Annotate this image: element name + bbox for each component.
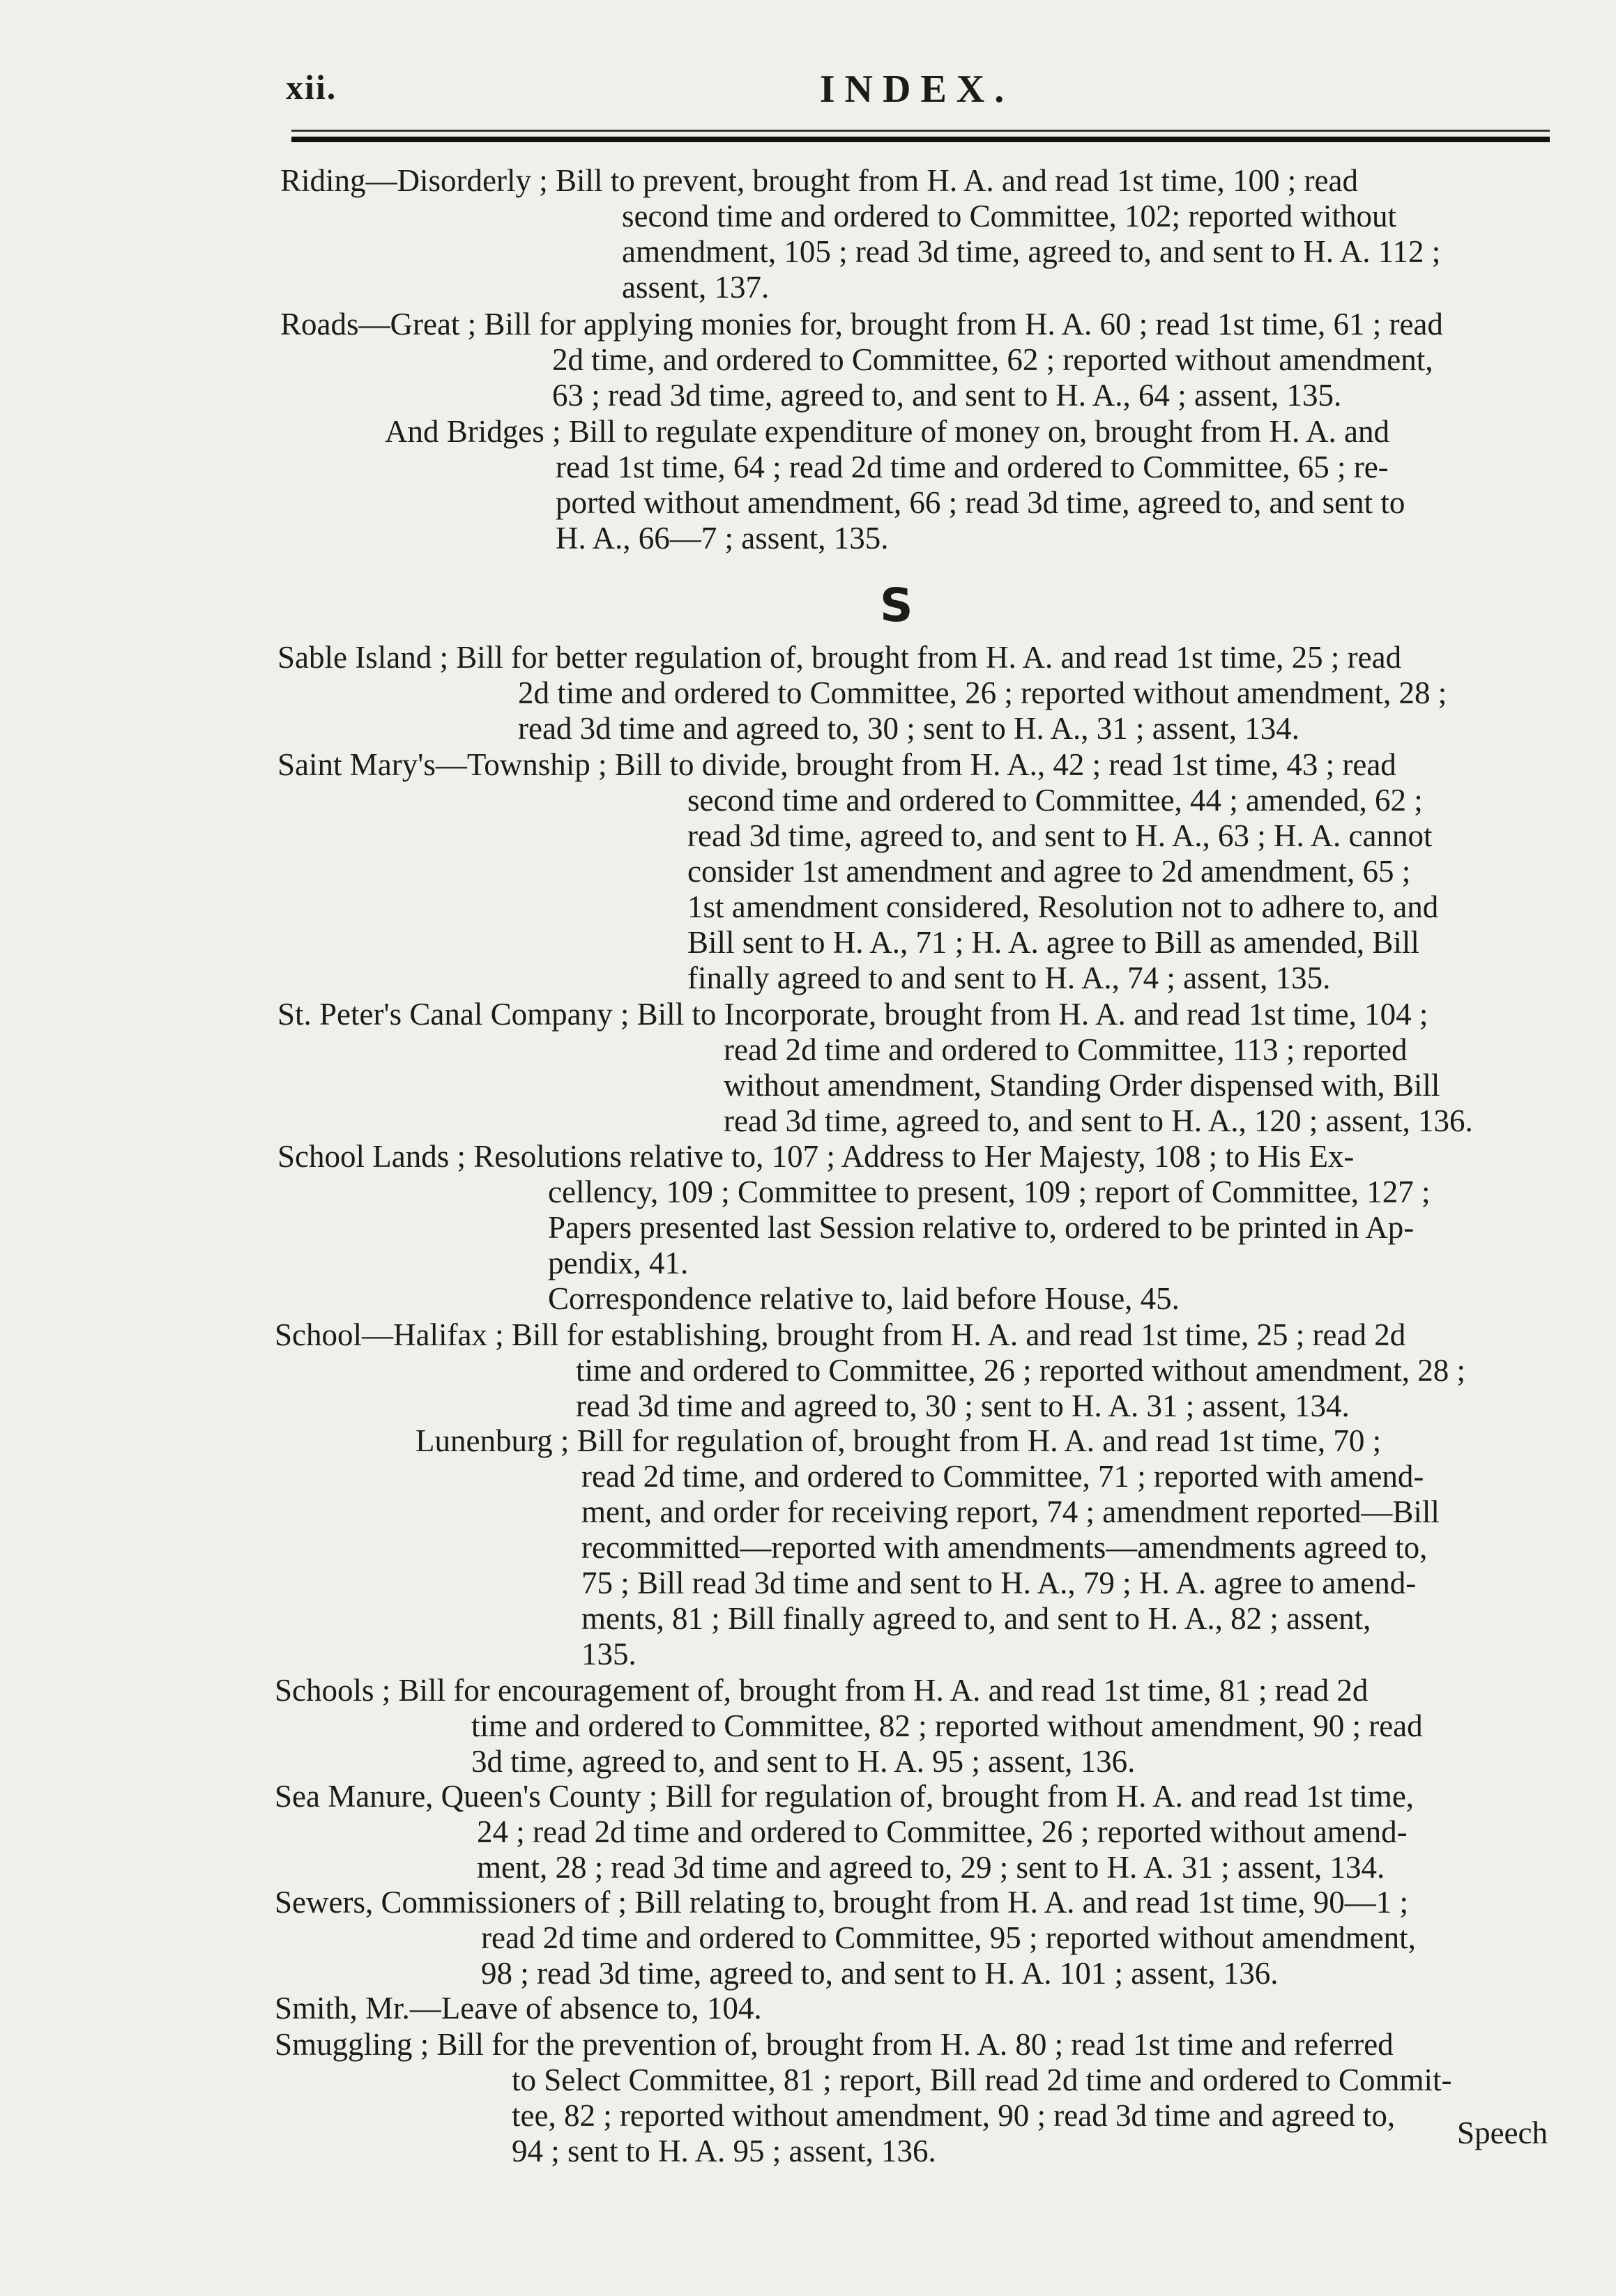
index-entry-saint-marys xyxy=(277,747,1550,996)
entry-line: Smuggling ; Bill for the prevention of, brought from H. A. 80 ; read 1st time and referred xyxy=(275,2027,1394,2062)
index-entry-riding xyxy=(280,163,1550,305)
entry-line: H. A., 66—7 ; assent, 135. xyxy=(556,521,889,556)
entry-line: ments, 81 ; Bill finally agreed to, and sent to H. A., 82 ; assent, xyxy=(581,1601,1371,1636)
section-letter: S xyxy=(880,579,913,632)
entry-line: second time and ordered to Committee, 102; reported without xyxy=(622,199,1396,234)
entry-line: 98 ; read 3d time, agreed to, and sent to H. A. 101 ; assent, 136. xyxy=(481,1956,1279,1991)
entry-line: 94 ; sent to H. A. 95 ; assent, 136. xyxy=(512,2134,936,2168)
entry-line: ment, 28 ; read 3d time and agreed to, 29 ; sent to H. A. 31 ; assent, 134. xyxy=(477,1850,1385,1885)
entry-line: Schools ; Bill for encouragement of, brought from H. A. and read 1st time, 81 ; read 2d xyxy=(275,1673,1369,1708)
entry-line: Correspondence relative to, laid before House, 45. xyxy=(548,1281,1180,1316)
entry-line: consider 1st amendment and agree to 2d amendment, 65 ; xyxy=(687,854,1411,889)
entry-line: 135. xyxy=(581,1637,637,1671)
entry-line: Lunenburg ; Bill for regulation of, brought from H. A. and read 1st time, 70 ; xyxy=(416,1423,1382,1458)
entry-line: 1st amendment considered, Resolution not to adhere to, and xyxy=(687,889,1439,924)
index-entry-roads-great xyxy=(280,307,1550,413)
entry-line: 75 ; Bill read 3d time and sent to H. A., 79 ; H. A. agree to amend- xyxy=(581,1566,1417,1600)
entry-line: pendix, 41. xyxy=(548,1246,689,1280)
entry-line: 24 ; read 2d time and ordered to Committee, 26 ; reported without amend- xyxy=(477,1814,1408,1849)
entry-line: Riding—Disorderly ; Bill to prevent, brought from H. A. and read 1st time, 100 ; read xyxy=(280,163,1358,198)
entry-line: assent, 137. xyxy=(622,270,770,305)
entry-line: recommitted—reported with amendments—amendments agreed to, xyxy=(581,1530,1428,1565)
entry-line: Sewers, Commissioners of ; Bill relating to, brought from H. A. and read 1st time, 90—1 ; xyxy=(275,1885,1409,1920)
entry-line: amendment, 105 ; read 3d time, agreed to, and sent to H. A. 112 ; xyxy=(622,234,1441,269)
entry-line: read 3d time and agreed to, 30 ; sent to H. A., 31 ; assent, 134. xyxy=(518,711,1300,746)
entry-line: 3d time, agreed to, and sent to H. A. 95 ; assent, 136. xyxy=(471,1744,1136,1779)
entry-line: read 2d time and ordered to Committee, 95 ; reported without amendment, xyxy=(481,1920,1416,1955)
entry-line: without amendment, Standing Order dispensed with, Bill xyxy=(724,1068,1440,1103)
entry-line: tee, 82 ; reported without amendment, 90 ; read 3d time and agreed to, xyxy=(512,2098,1396,2133)
entry-line: time and ordered to Committee, 82 ; reported without amendment, 90 ; read xyxy=(471,1708,1423,1743)
index-entry-smith xyxy=(275,1991,1550,2026)
entry-line: read 2d time, and ordered to Committee, 71 ; reported with amend- xyxy=(581,1459,1424,1494)
entry-line: read 3d time and agreed to, 30 ; sent to H. A. 31 ; assent, 134. xyxy=(576,1388,1350,1423)
entry-line: to Select Committee, 81 ; report, Bill read 2d time and ordered to Commit- xyxy=(512,2062,1452,2097)
entry-line: ported without amendment, 66 ; read 3d time, agreed to, and sent to xyxy=(556,485,1405,520)
entry-line: Roads—Great ; Bill for applying monies for, brought from H. A. 60 ; read 1st time, 61 ; read xyxy=(280,307,1443,342)
entry-line: second time and ordered to Committee, 44 ; amended, 62 ; xyxy=(687,783,1423,818)
page-header xyxy=(286,67,1548,123)
entry-line: St. Peter's Canal Company ; Bill to Incorporate, brought from H. A. and read 1st time, 104 ; xyxy=(277,997,1428,1032)
entry-line: finally agreed to and sent to H. A., 74 ; assent, 135. xyxy=(687,961,1331,995)
entry-line: Sea Manure, Queen's County ; Bill for regulation of, brought from H. A. and read 1st time, xyxy=(275,1779,1415,1814)
entry-line: 63 ; read 3d time, agreed to, and sent to H. A., 64 ; assent, 135. xyxy=(552,378,1342,413)
index-entry-st-peters-canal xyxy=(277,997,1550,1139)
page-number: xii. xyxy=(286,68,337,107)
entry-line: School—Halifax ; Bill for establishing, brought from H. A. and read 1st time, 25 ; read 2d xyxy=(275,1317,1406,1352)
entry-line: 2d time and ordered to Committee, 26 ; reported without amendment, 28 ; xyxy=(518,675,1447,710)
entry-line: read 1st time, 64 ; read 2d time and ordered to Committee, 65 ; re- xyxy=(556,450,1389,484)
index-entry-schools xyxy=(275,1673,1550,1780)
index-entry-sable-island xyxy=(277,640,1550,747)
header-rule xyxy=(291,130,1550,142)
entry-line: And Bridges ; Bill to regulate expenditure of money on, brought from H. A. and xyxy=(385,414,1389,449)
entry-line: School Lands ; Resolutions relative to, 107 ; Address to Her Majesty, 108 ; to His Ex- xyxy=(277,1139,1355,1174)
index-entry-school-halifax xyxy=(275,1317,1550,1424)
index-entry-roads-bridges xyxy=(385,414,1550,556)
entry-line: Saint Mary's—Township ; Bill to divide, brought from H. A., 42 ; read 1st time, 43 ; read xyxy=(277,747,1396,782)
index-entry-sewers xyxy=(275,1885,1550,1991)
entry-line: Smith, Mr.—Leave of absence to, 104. xyxy=(275,1991,762,2026)
entry-line: Sable Island ; Bill for better regulation of, brought from H. A. and read 1st time, 25 ; read xyxy=(277,640,1402,675)
index-entry-smuggling xyxy=(275,2027,1550,2169)
entry-line: time and ordered to Committee, 26 ; reported without amendment, 28 ; xyxy=(576,1353,1465,1388)
entry-line: Papers presented last Session relative to, ordered to be printed in Ap- xyxy=(548,1210,1415,1245)
entry-line: read 3d time, agreed to, and sent to H. A., 63 ; H. A. cannot xyxy=(687,818,1433,853)
index-entry-sea-manure xyxy=(275,1779,1550,1885)
entry-line: 2d time, and ordered to Committee, 62 ; reported without amendment, xyxy=(552,342,1433,377)
catchword: Speech xyxy=(1457,2115,1548,2150)
entry-line: Bill sent to H. A., 71 ; H. A. agree to Bill as amended, Bill xyxy=(687,925,1419,960)
entry-line: read 2d time and ordered to Committee, 113 ; reported xyxy=(724,1032,1408,1067)
entry-line: ment, and order for receiving report, 74 ; amendment reported—Bill xyxy=(581,1494,1440,1529)
index-entry-school-lunenburg xyxy=(416,1423,1550,1672)
running-title: INDEX. xyxy=(819,68,1014,111)
index-entry-school-lands xyxy=(277,1139,1550,1317)
entry-line: read 3d time, agreed to, and sent to H. A., 120 ; assent, 136. xyxy=(724,1103,1473,1138)
entry-line: cellency, 109 ; Committee to present, 109 ; report of Committee, 127 ; xyxy=(548,1174,1431,1209)
